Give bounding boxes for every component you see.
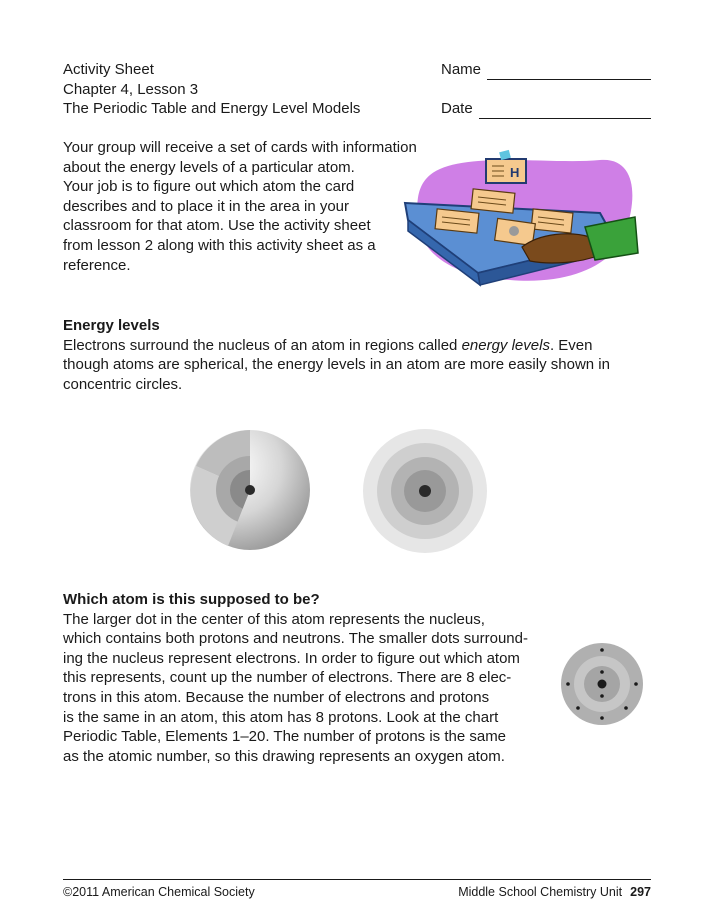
which-atom-heading: Which atom is this supposed to be? <box>63 591 320 608</box>
energy-levels-concentric-diagram <box>363 429 487 553</box>
footer-right <box>458 885 651 899</box>
date-blank[interactable] <box>479 104 651 119</box>
which-text-line: ing the nucleus represent electrons. In order to figure out which atom <box>63 649 520 667</box>
which-text-line: Periodic Table, Elements 1–20. The number of protons is the same <box>63 728 507 746</box>
energy-levels-section <box>63 316 653 394</box>
nucleus-dot <box>598 680 607 689</box>
date-field[interactable] <box>441 99 651 119</box>
header-right <box>441 60 651 119</box>
date-label: Date <box>441 100 473 118</box>
energy-levels-heading: Energy levels <box>63 317 160 334</box>
name-blank[interactable] <box>487 65 651 80</box>
which-atom-section <box>63 590 555 766</box>
intro-line: classroom for that atom. Use the activity sheet <box>63 217 371 235</box>
which-text-line: which contains both protons and neutrons. The smaller dots surround- <box>63 630 528 648</box>
which-text-line: is the same in an atom, this atom has 8 protons. Look at the chart <box>63 708 499 726</box>
intro-line: about the energy levels of a particular atom. <box>63 158 355 176</box>
sorting-cards-illustration <box>400 145 640 295</box>
energy-text-line-3: concentric circles. <box>63 375 183 393</box>
chapter-lesson: Chapter 4, Lesson 3 <box>63 80 199 98</box>
atom-sphere-cutaway <box>188 428 313 553</box>
sheet-type: Activity Sheet <box>63 61 154 78</box>
which-text-line: as the atomic number, so this drawing represents an oxygen atom. <box>63 747 505 765</box>
which-text-line: trons in this atom. Because the number of electrons and protons <box>63 688 490 706</box>
which-text-line: this represents, count up the number of electrons. There are 8 elec- <box>63 669 512 687</box>
name-label: Name <box>441 61 482 78</box>
unit-name: Middle School Chemistry Unit <box>458 885 623 899</box>
intro-line: describes and to place it in the area in your <box>63 197 350 215</box>
spacer-line <box>441 80 651 100</box>
intro-line: from lesson 2 along with this activity sheet as a <box>63 236 376 254</box>
intro-line: reference. <box>63 256 131 274</box>
copyright: ©2011 American Chemical Society <box>63 885 255 899</box>
oxygen-atom-diagram <box>560 642 644 726</box>
page-number: 297 <box>630 885 651 899</box>
name-field[interactable] <box>441 60 651 80</box>
energy-text-line-2: though atoms are spherical, the energy levels in an atom are more easily shown in <box>63 356 610 374</box>
lesson-title: The Periodic Table and Energy Level Models <box>63 100 361 118</box>
energy-levels-term: energy levels <box>461 336 550 354</box>
page-footer <box>63 879 651 899</box>
intro-line: Your job is to figure out which atom the card <box>63 178 355 196</box>
header-left <box>63 60 360 119</box>
which-text-line: The larger dot in the center of this atom represents the nucleus, <box>63 610 485 628</box>
intro-paragraph <box>63 138 448 275</box>
energy-text-line-1: Electrons surround the nucleus of an atom in regions called energy levels. Even <box>63 336 593 354</box>
card-letter: H <box>510 165 520 180</box>
intro-line: Your group will receive a set of cards with information <box>63 139 417 156</box>
